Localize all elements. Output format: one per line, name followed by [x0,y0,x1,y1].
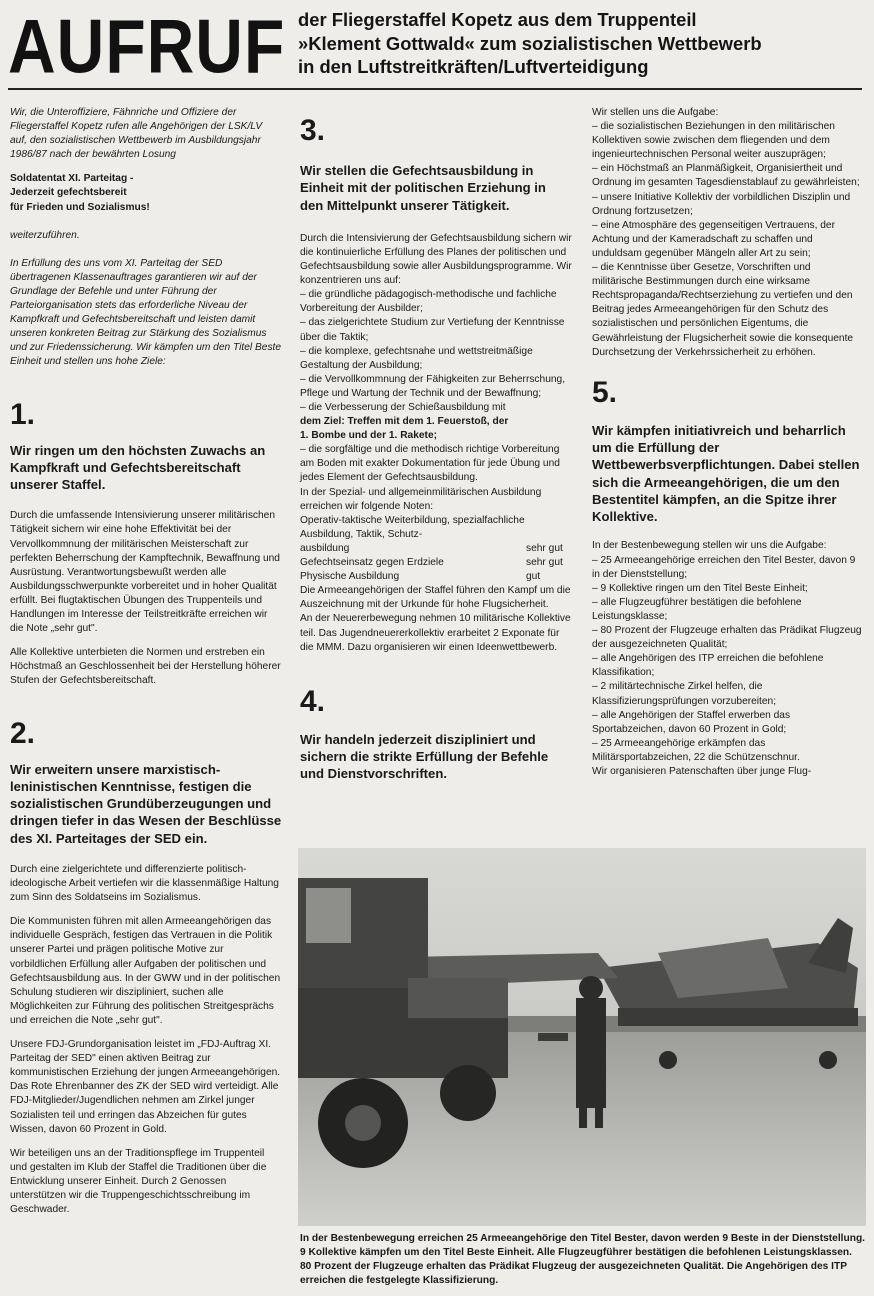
section-heading: Wir kämpfen initiativreich und beharrlich um die Erfüllung der Wettbewerbsverpflichtungen. Dabei stellen sich die Armeeangehörigen, die um den Bestentitel kämpfen, an die Spitze ihrer Kollektive. [592,422,860,525]
list-item: – eine Atmosphäre des gegenseitigen Vertrauens, der Achtung und der Kameradschaft zu schaffen und unduldsam gegenüber Mängeln aller Art zu sein; [592,219,835,259]
section-heading: Wir erweitern unsere marxistisch-leninistischen Kenntnisse, festigen die sozialistischen Grundüberzeugungen und dringen tiefer in das Wesen der Beschlüsse des XI. Parteitages der SED ein. [10,761,282,846]
list-item: – die Kenntnisse über Gesetze, Vorschriften und militärische Bestimmungen durch eine wirksame Rechtspropaganda/Rechtserziehung zu vertiefen und den Beitrag jedes Armeeangehörigen für den Schutz des sozialistischen und persönlichen Eigentums, die Gewährleistung der Flugsicherheit sowie die konsequente Durchsetzung der Verkehrssicherheit zu erhöhen. [592,262,854,358]
airfield-photo-illustration [298,848,866,1226]
slogan-line: Jederzeit gefechtsbereit [10,187,127,199]
slogan-line: für Frieden und Sozialismus! [10,201,150,213]
list-item: – 9 Kollektive ringen um den Titel Beste Einheit; [592,582,808,594]
intro-paragraph: In Erfüllung des uns vom XI. Parteitag der SED übertragenen Klassenauftrages garantieren wir auf der Grundlage der Befehle und unter Führung der Parteiorganisation stets das erforderliche Niveau der Kampfkraft und Gefechtsbereitschaft und leisten damit unseren konkreten Beitrag zur Stärkung des Sozialismus und zur Friedenssicherung. Wir kämpfen um den Titel Beste Einheit und stellen uns hohe Ziele: [10,257,282,368]
section-heading: Wir stellen die Gefechtsausbildung in Einheit mit der politischen Erziehung in den Mittelpunkt unserer Tätigkeit. [300,163,546,213]
body-paragraph: Alle Kollektive unterbieten die Normen und erstreben ein Höchstmaß an Geschlossenheit bei der Herstellung höherer Stufen der Gefechtsbereitschaft. [10,647,281,687]
slogan-line: Soldatentat XI. Parteitag - [10,173,134,185]
list-item: – 2 militärtechnische Zirkel helfen, die Klassifizierungsprüfungen vorzubereiten; [592,681,777,707]
list-item: – das zielgerichtete Studium zur Vertiefung der Kenntnisse über die Taktik; [300,317,565,343]
list-item-line: – die Verbesserung der Schießausbildung mit [300,402,506,414]
grade-subject: Physische Ausbildung [300,571,400,583]
grade-row [300,570,572,584]
list-item: – alle Angehörigen des ITP erreichen die befohlene Klassifikation; [592,653,824,679]
grade-subject: Gefechtseinsatz gegen Erdziele [300,557,444,569]
grade-value: gut [526,571,541,583]
list-item-line: 1. Bombe und der 1. Rakete; [300,430,437,442]
column-right [592,106,864,779]
section-heading: Wir handeln jederzeit diszipliniert und sichern die strikte Erfüllung der Befehle und Dienstvorschriften. [300,731,549,782]
list-item: – die Vervollkommnung der Fähigkeiten zur Beherrschung, Pflege und Wartung der Technik und der Bewaffnung; [300,373,566,399]
header-divider [8,88,862,90]
intro-continuation: weiterzuführen. [10,229,80,241]
list-item [300,401,572,443]
intro-paragraph: Wir, die Unteroffiziere, Fähnriche und Offiziere der Fliegerstaffel Kopetz rufen alle Angehörigen der LSK/LV auf, den sozialistischen Wettbewerb im Ausbildungsjahr 1986/87 nach der bewährten Losung [10,107,263,161]
body-paragraph: Wir beteiligen uns an der Traditionspflege im Truppenteil und gestalten im Klub der Staffel die Traditionen über die Entwicklung unserer Einheit. Durch 2 Genossen unterstützen wir die Truppengeschichtsschreibung im Geschwader. [10,1147,267,1216]
section-number: 1. [10,397,36,431]
section-number: 4. [300,684,326,718]
section-heading: Wir ringen um den höchsten Zuwachs an Kampfkraft und Gefechtsbereitschaft unserer Staffel. [10,442,266,493]
section-number: 5. [592,375,618,409]
body-paragraph: Die Armeeangehörigen der Staffel führen den Kampf um die Auszeichnung mit der Urkunde für hohe Flugsicherheit. [300,585,571,611]
list-item: – unsere Initiative Kollektiv der vorbildlichen Disziplin und Ordnung fortzusetzen; [592,191,851,217]
list-item: – 80 Prozent der Flugzeuge erhalten das Prädikat Flugzeug der ausgezeichneten Qualität; [592,625,862,651]
list-item: – alle Angehörigen der Staffel erwerben das Sportabzeichen, davon 60 Prozent in Gold; [592,709,791,735]
section-number: 2. [10,716,36,750]
subtitle-line: der Fliegerstaffel Kopetz aus dem Truppenteil [298,9,697,30]
list-item: – 25 Armeeangehörige erkämpfen das Militärsportabzeichen, 22 die Schützenschnur. [592,737,800,763]
body-paragraph: Wir stellen uns die Aufgabe: [592,107,719,118]
grades-table [300,542,572,584]
body-paragraph: Durch eine zielgerichtete und differenzierte politisch-ideologische Arbeit vertiefen wir die klassenmäßige Haltung zum Sinn des Soldatseins im Sozialismus. [10,864,279,904]
body-paragraph: Durch die Intensivierung der Gefechtsausbildung sichern wir die kontinuierliche Erfüllung des Planes der politischen und Gefechtsausbildung sowie aller Ausbildungsprogramme. Wir konzentrieren uns auf: [300,232,572,287]
grade-intro: Operativ-taktische Weiterbildung, spezialfachliche Ausbildung, Taktik, Schutz- [300,514,525,540]
body-paragraph: In der Bestenbewegung stellen wir uns die Aufgabe: [592,540,827,552]
body-paragraph: Wir organisieren Patenschaften über junge Flug- [592,765,812,777]
photo-caption: In der Bestenbewegung erreichen 25 Armeeangehörige den Titel Bester, davon werden 9 Beste in der Dienststellung. 9 Kollektive kämpfen um den Titel Beste Einheit. Alle Flugzeugführer bestätigen die befohlenen Leistungsklassen. 80 Prozent der Flugzeuge erhalten das Prädikat Flugzeug der ausgezeichneten Qualität. Die Angehörigen des ITP erreichen die festgelegte Klassifizierung. [300,1233,865,1286]
body-paragraph: In der Spezial- und allgemeinmilitärischen Ausbildung erreichen wir folgende Noten: [300,486,542,512]
column-left [10,106,282,1227]
list-item: – ein Höchstmaß an Planmäßigkeit, Organisiertheit und Ordnung im gesamten Tagesdienstablauf zu gewährleisten; [592,163,860,189]
page-title: AUFRUF [8,3,286,89]
airfield-photo [298,848,866,1226]
body-paragraph: Unsere FDJ-Grundorganisation leistet im „FDJ-Auftrag XI. Parteitag der SED" einen aktiven Beitrag zur kommunistischen Erziehung der jungen Armeeangehörigen. Das Rote Ehrenbanner des ZK der SED wird verteidigt. Alle FDJ-Mitglieder/Jugendlichen nehmen am Zirkel junger Sozialisten teil und erringen das Abzeichen für gutes Wissen, davon 60 Prozent in Gold. [10,1039,281,1135]
page-subtitle [298,8,868,79]
grade-value: sehr gut [526,542,563,554]
list-item: – alle Flugzeugführer bestätigen die befohlene Leistungsklasse; [592,596,802,622]
list-item: – die sozialistischen Beziehungen in den militärischen Kollektiven sowie zwischen dem fliegenden und dem ingenieurtechnischen Personal weiter auszuprägen; [592,121,835,161]
list-item: – die komplexe, gefechtsnahe und wettstreitmäßige Gestaltung der Ausbildung; [300,345,533,371]
grade-row [300,542,572,556]
section-number: 3. [300,114,326,147]
grade-subject: ausbildung [300,542,350,554]
grade-row [300,556,572,570]
subtitle-line: »Klement Gottwald« zum sozialistischen Wettbewerb [298,32,762,54]
body-paragraph: An der Neuererbewegung nehmen 10 militärische Kollektive teil. Das Jugendneuererkollektiv erarbeitet 2 Exponate für die MMM. Dazu organisieren wir einen Ideenwettbewerb. [300,613,571,653]
list-item: – 25 Armeeangehörige erreichen den Titel Bester, davon 9 in der Dienststellung; [592,554,856,580]
list-item: – die gründliche pädagogisch-methodische und fachliche Vorbereitung der Ausbilder; [300,289,557,315]
body-paragraph: Die Kommunisten führen mit allen Armeeangehörigen das individuelle Gespräch, festigen das Vertrauen in die Politik unserer Partei und prägen politische Motive zur vorbildlichen Erfüllung aller Aufgaben der politischen und Gefechtsausbildung aus. In der GWW und in der politischen Schulung studieren wir diszipliniert, suchen alle Möglichkeiten zur Führung des politischen Streitgesprächs und erreichen die Note „sehr gut". [10,916,281,1026]
grade-value: sehr gut [526,557,563,569]
body-paragraph: Durch die umfassende Intensivierung unserer militärischen Tätigkeit sichern wir eine hohe Effektivität bei der Vervollkommnung der militärischen Meisterschaft zur perfekten Beherrschung der Kampftechnik, Bewaffnung und Ausrüstung. Verantwortungsbewußt werden alle Ausbildungsschwerpunkte vorbereitet und in hoher Qualität erfüllt. Bei flugtaktischen Übungen des Truppenteils und Handlungen im Interesse der Teilstreitkräfte erreichen wir die Note „sehr gut". [10,510,280,635]
slogan [10,172,282,214]
list-item: – die sorgfältige und die methodisch richtige Vorbereitung am Boden mit exakter Dokumentation für jede Übung und jedes Element der Gefechtsausbildung. [300,444,560,484]
column-middle [300,116,572,793]
subtitle-line: in den Luftstreitkräften/Luftverteidigung [298,56,649,77]
list-item-line: dem Ziel: Treffen mit dem 1. Feuerstoß, der [300,416,509,428]
